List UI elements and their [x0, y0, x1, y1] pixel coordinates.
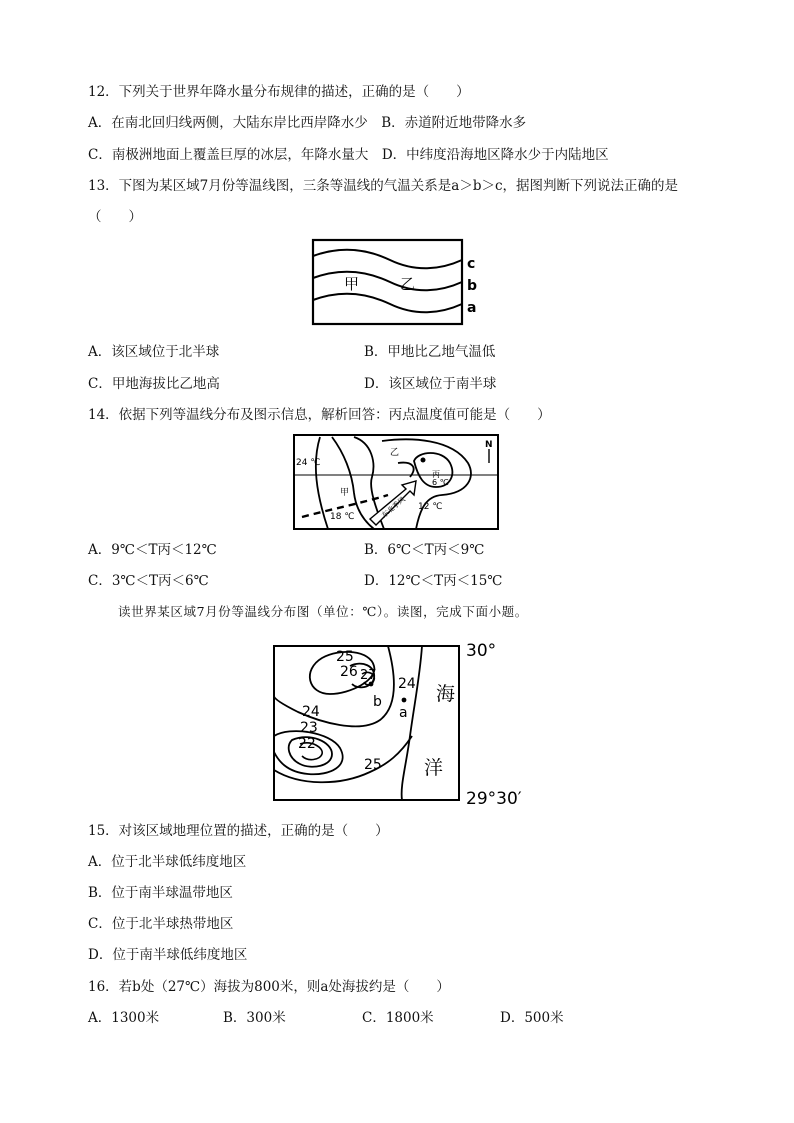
latitude-top: 30°: [466, 641, 497, 661]
label-25-top: 25: [336, 649, 354, 665]
label-bing: 丙: [432, 470, 440, 479]
q13-stem-blank: （ ）: [88, 209, 142, 225]
q13-option-c: C．甲地海拔比乙地高: [88, 376, 220, 392]
label-24-top: 24: [398, 676, 416, 692]
north-label: N: [485, 440, 493, 450]
label-6c: 6 ℃: [432, 478, 449, 487]
label-yi: 乙: [400, 275, 416, 293]
reading-prompt: 读世界某区域7月份等温线分布图（单位：℃）。读图，完成下面小题。: [118, 604, 528, 619]
label-jia: 甲: [340, 488, 350, 498]
monsoon-label: 东北季风: [380, 495, 407, 520]
label-25-bottom: 25: [364, 757, 382, 773]
isotherm-24: [316, 437, 328, 529]
coastline: [402, 646, 422, 800]
q14-option-d: D．12℃＜T丙＜15℃: [364, 573, 503, 589]
q14-stem: 14．依据下列等温线分布及图示信息，解析回答：丙点温度值可能是（ ）: [88, 407, 551, 423]
label-12c: 12 ℃: [418, 502, 443, 512]
q16-stem: 16．若b处（27℃）海拔为800米，则a处海拔约是（ ）: [88, 979, 450, 995]
q13-stem: 13．下图为某区域7月份等温线图，三条等温线的气温关系是a＞b＞c，据图判断下列说法正确的是: [88, 178, 679, 194]
isotherm-24-a: [274, 646, 394, 726]
q13-isotherm-figure: [310, 236, 485, 328]
q12-options-ab: A．在南北回归线两侧，大陆东岸比西岸降水少 B．赤道附近地带降水多: [88, 115, 527, 131]
latitude-bottom: 29°30′: [466, 789, 522, 808]
q15-option-b: B．位于南半球温带地区: [88, 885, 233, 901]
label-24-left: 24: [302, 704, 320, 720]
isotherm-c: [313, 250, 462, 269]
q16-option-c: C．1800米: [362, 1010, 434, 1026]
label-26: 26: [340, 664, 358, 680]
q13-option-b: B．甲地比乙地气温低: [364, 344, 496, 360]
label-18c: 18 ℃: [330, 512, 355, 522]
label-27: 27: [360, 668, 377, 683]
label-point-a: a: [399, 705, 408, 721]
q15-stem: 15．对该区域地理位置的描述，正确的是（ ）: [88, 823, 389, 839]
q14-option-a: A．9℃＜T丙＜12℃: [88, 542, 217, 558]
q13-option-a: A．该区域位于北半球: [88, 344, 220, 360]
q14-option-b: B．6℃＜T丙＜9℃: [364, 542, 485, 558]
fig3-isotherm-map: [270, 636, 540, 808]
label-point-b: b: [373, 694, 382, 710]
label-23: 23: [300, 720, 318, 736]
q12-stem: 12．下列关于世界年降水量分布规律的描述，正确的是（ ）: [88, 84, 470, 100]
label-a: a: [467, 300, 477, 316]
label-sea: 海: [436, 683, 456, 705]
q12-options-cd: C．南极洲地面上覆盖巨厚的冰层，年降水量大 D．中纬度沿海地区降水少于内陆地区: [88, 147, 609, 163]
q15-option-d: D．位于南半球低纬度地区: [88, 947, 248, 963]
peak-marker-icon: [421, 458, 426, 463]
point-a-marker: [402, 698, 407, 703]
q13-option-d: D．该区域位于南半球: [364, 376, 497, 392]
label-yi: 乙: [390, 448, 400, 458]
q16-option-a: A．1300米: [88, 1010, 160, 1026]
isotherm-b: [313, 272, 462, 291]
label-22: 22: [298, 736, 316, 752]
q14-isotherm-figure: [292, 433, 502, 533]
q16-option-d: D．500米: [500, 1010, 564, 1026]
q16-option-b: B．300米: [223, 1010, 286, 1026]
label-c: c: [467, 256, 476, 272]
q14-option-c: C．3℃＜T丙＜6℃: [88, 573, 209, 589]
label-24c: 24 ℃: [296, 458, 321, 468]
isotherm-a: [313, 294, 462, 313]
q15-option-a: A．位于北半球低纬度地区: [88, 854, 247, 870]
q15-option-c: C．位于北半球热带地区: [88, 916, 234, 932]
label-ocean: 洋: [424, 757, 444, 779]
label-jia: 甲: [344, 275, 360, 293]
label-b: b: [467, 278, 478, 294]
